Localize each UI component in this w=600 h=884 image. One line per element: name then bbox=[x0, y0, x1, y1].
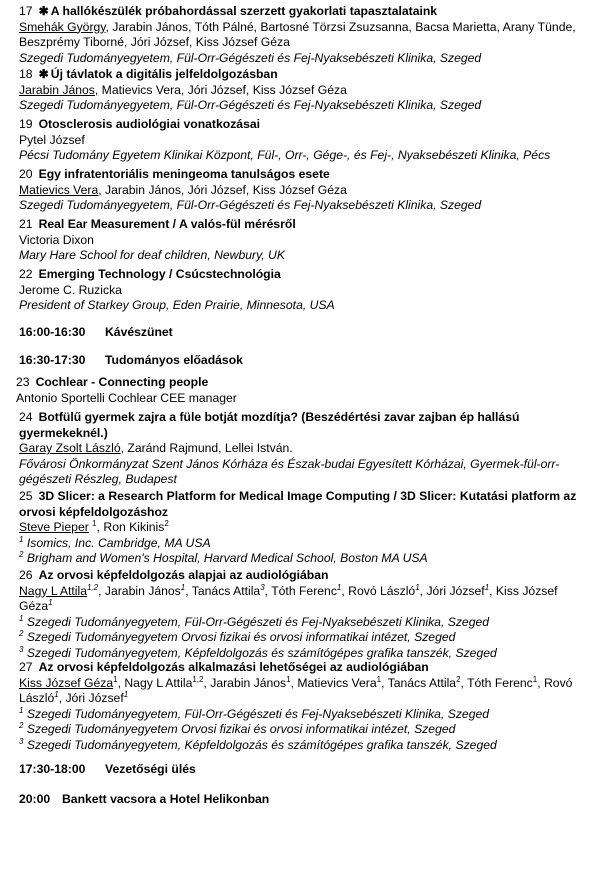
entry-authors bbox=[19, 520, 585, 536]
presenting-author: Steve Pieper bbox=[19, 520, 89, 534]
affiliation-mark: 3 bbox=[19, 644, 24, 654]
entry-title bbox=[19, 217, 585, 233]
presenting-author: Nagy L Attila bbox=[19, 583, 87, 598]
affiliation-line bbox=[19, 722, 585, 738]
entry-title bbox=[19, 167, 585, 183]
entry-number: 20 bbox=[19, 167, 33, 181]
affiliation-mark: 2 bbox=[19, 549, 24, 559]
affiliation-text: Szegedi Tudományegyetem, Fül-Orr-Gégészeti és Fej-Nyaksebészeti Klinika, Szeged bbox=[26, 706, 490, 721]
affiliation-text: Szegedi Tudományegyetem Orvosi fizikai és orvosi informatikai intézet, Szeged bbox=[26, 722, 456, 736]
session-label: Bankett vacsora a Hotel Helikonban bbox=[62, 792, 270, 806]
entry-number: 19 bbox=[19, 117, 33, 131]
affiliation-line bbox=[19, 707, 585, 723]
affiliation-mark: 1 bbox=[376, 674, 382, 684]
program-entry-23 bbox=[16, 375, 582, 406]
session-time: 17:30-18:00 bbox=[19, 762, 86, 776]
affiliation-mark: 1 bbox=[113, 674, 118, 684]
co-author: , Tanács Attila bbox=[185, 583, 261, 598]
entry-authors bbox=[19, 83, 585, 99]
entry-title-text: Az orvosi képfeldolgozás alkalmazási lehetőségei az audiológiában bbox=[38, 660, 429, 674]
entry-title-text: Otosclerosis audiológiai vonatkozásai bbox=[38, 117, 261, 131]
affiliation-line bbox=[19, 615, 585, 631]
entry-title-text: Real Ear Measurement / A valós-fül mérésről bbox=[38, 217, 296, 231]
entry-title-text: Egy infratentoriális meningeoma tanulságos esete bbox=[38, 167, 330, 181]
entry-institution: President of Starkey Group, Eden Prairie, Minnesota, USA bbox=[19, 298, 335, 312]
affiliation-mark: 1 bbox=[92, 518, 97, 528]
star-icon: ✱ bbox=[38, 4, 49, 18]
entry-author: Victoria Dixon bbox=[19, 232, 94, 247]
affiliation-mark: 2 bbox=[19, 720, 24, 730]
co-authors: Jarabin János, Jóri József, Kiss József Géza bbox=[101, 182, 347, 197]
entry-author: Jerome C. Ruzicka bbox=[19, 282, 122, 297]
entry-title-text: Cochlear - Connecting people bbox=[35, 375, 209, 389]
entry-number: 26 bbox=[19, 568, 33, 582]
affiliation-text: Brigham and Women's Hospital, Harvard Medical School, Boston MA USA bbox=[26, 551, 428, 565]
entry-number: 21 bbox=[19, 217, 33, 231]
affiliation-line bbox=[19, 738, 585, 754]
entry-title bbox=[19, 660, 585, 676]
affiliation-mark: 2 bbox=[19, 628, 24, 638]
affiliation-mark: 1 bbox=[484, 582, 490, 592]
entry-number: 25 bbox=[19, 489, 33, 503]
affiliation-mark: 1 bbox=[48, 597, 53, 607]
entry-author: Antonio Sportelli Cochlear CEE manager bbox=[16, 390, 237, 405]
session-label: Tudományos előadások bbox=[105, 353, 243, 367]
affiliation-mark: 3 bbox=[19, 736, 24, 746]
entry-title bbox=[19, 410, 585, 441]
co-author: , Tanács Attila bbox=[381, 675, 457, 690]
entry-title bbox=[19, 568, 585, 584]
session-time: 16:30-17:30 bbox=[19, 353, 86, 367]
affiliation-mark: 1 bbox=[123, 689, 129, 699]
affiliation-text: Szegedi Tudományegyetem Orvosi fizikai és orvosi informatikai intézet, Szeged bbox=[26, 630, 456, 644]
entry-institution: Pécsi Tudomány Egyetem Klinikai Központ, Fül-, Orr-, Gége-, és Fej-, Nyaksebészeti Klinika, Pécs bbox=[19, 148, 551, 162]
co-author: , Jóri József bbox=[419, 583, 485, 598]
affiliation-mark: 2 bbox=[164, 518, 169, 528]
co-authors: Matievics Vera, Jóri József, Kiss József Géza bbox=[98, 82, 347, 97]
entry-title-text: Új távlatok a digitális jelfeldolgozásban bbox=[50, 67, 278, 81]
entry-title bbox=[16, 375, 582, 391]
presenting-author: Smehák György bbox=[19, 19, 106, 34]
affiliation-mark: 1 bbox=[54, 689, 59, 699]
affiliation-text: Isomics, Inc. Cambridge, MA USA bbox=[26, 535, 211, 550]
presenting-author: Jarabin János, bbox=[19, 82, 99, 97]
entry-title bbox=[19, 267, 585, 283]
session-time: 20:00 bbox=[19, 792, 51, 806]
affiliation-mark: 2 bbox=[456, 674, 461, 684]
co-author: , Tóth Ferenc bbox=[264, 583, 337, 598]
entry-number: 27 bbox=[19, 660, 33, 674]
entry-institution: Szegedi Tudományegyetem, Fül-Orr-Gégészeti és Fej-Nyaksebészeti Klinika, Szeged bbox=[19, 98, 482, 112]
entry-authors bbox=[19, 441, 585, 457]
affiliation-mark: 1 bbox=[336, 582, 342, 592]
affiliation-line bbox=[19, 551, 585, 567]
affiliation-mark: 1,2 bbox=[192, 674, 204, 684]
affiliation-line bbox=[19, 536, 585, 552]
entry-title bbox=[19, 67, 585, 83]
session-board-meeting bbox=[19, 762, 196, 777]
program-entry-26 bbox=[19, 568, 585, 661]
affiliation-mark: 1 bbox=[286, 674, 291, 684]
entry-title bbox=[19, 117, 585, 133]
program-entry-22 bbox=[19, 267, 585, 314]
affiliation-mark: 1,2 bbox=[86, 582, 99, 592]
entry-number: 23 bbox=[16, 375, 30, 389]
star-icon: ✱ bbox=[38, 67, 49, 81]
session-scientific-talks bbox=[19, 353, 243, 368]
session-time: 16:00-16:30 bbox=[19, 325, 86, 339]
entry-authors bbox=[19, 584, 585, 615]
entry-number: 22 bbox=[19, 267, 33, 281]
program-entry-19 bbox=[19, 117, 585, 164]
program-entry-27 bbox=[19, 660, 585, 753]
co-author: , Rovó László bbox=[341, 583, 416, 598]
entry-number: 24 bbox=[19, 410, 33, 424]
co-author: , Matievics Vera bbox=[290, 675, 377, 690]
affiliation-mark: 1 bbox=[19, 705, 24, 715]
entry-authors bbox=[19, 676, 585, 707]
entry-institution: Szegedi Tudományegyetem, Fül-Orr-Gégészeti és Fej-Nyaksebészeti Klinika, Szeged bbox=[19, 50, 482, 65]
affiliation-text: Szegedi Tudományegyetem, Képfeldolgozás és számítógépes grafika tanszék, Szeged bbox=[26, 737, 497, 752]
entry-institution: Mary Hare School for deaf children, Newbury, UK bbox=[19, 248, 285, 262]
entry-title bbox=[19, 489, 585, 520]
program-entry-17 bbox=[19, 4, 585, 66]
entry-title bbox=[19, 4, 585, 20]
entry-institution: Szegedi Tudományegyetem, Fül-Orr-Gégészeti és Fej-Nyaksebészeti Klinika, Szeged bbox=[19, 198, 482, 212]
co-author: , Kiss József Géza bbox=[19, 583, 558, 613]
co-authors: , Zaránd Rajmund, Lellei István. bbox=[120, 441, 293, 455]
presenting-author: Matievics Vera, bbox=[19, 182, 102, 197]
entry-title-text: Emerging Technology / Csúcstechnológia bbox=[38, 267, 281, 281]
session-banquet bbox=[19, 792, 269, 807]
affiliation-line bbox=[19, 630, 585, 646]
program-entry-20 bbox=[19, 167, 585, 214]
co-author: , Ron Kikinis bbox=[96, 520, 165, 534]
presenting-author: Garay Zsolt László bbox=[19, 441, 121, 455]
co-author: , Jarabin János bbox=[203, 675, 287, 690]
session-coffee-break bbox=[19, 325, 173, 340]
affiliation-text: Szegedi Tudományegyetem, Képfeldolgozás és számítógépes grafika tanszék, Szeged bbox=[26, 645, 497, 660]
entry-title-text: Az orvosi képfeldolgozás alapjai az audiológiában bbox=[38, 568, 329, 582]
co-author: , Tóth Ferenc bbox=[460, 675, 533, 690]
affiliation-line bbox=[19, 646, 585, 662]
affiliation-text: Szegedi Tudományegyetem, Fül-Orr-Gégészeti és Fej-Nyaksebészeti Klinika, Szeged bbox=[26, 614, 490, 629]
affiliation-mark: 1 bbox=[532, 674, 538, 684]
session-label: Kávészünet bbox=[105, 325, 173, 339]
affiliation-mark: 1 bbox=[415, 582, 420, 592]
entry-author: Pytel József bbox=[19, 132, 85, 147]
entry-title-text: A hallókészülék próbahordással szerzett gyakorlati tapasztalataink bbox=[50, 4, 438, 18]
co-authors: , Jarabin János, Tóth Pálné, Bartosné Törzsi Zsuzsanna, Bacsa Marietta, Arany Tünde, Beszprémy Tiborné, Jóri József, Kiss József Géza bbox=[19, 19, 576, 49]
co-author: , Jarabin János bbox=[98, 583, 181, 598]
affiliation-mark: 3 bbox=[260, 582, 265, 592]
affiliation-mark: 1 bbox=[19, 613, 24, 623]
co-author: , Jóri József bbox=[58, 691, 124, 705]
entry-title-text: 3D Slicer: a Research Platform for Medical Image Computing / 3D Slicer: Kutatási platform az orvosi képfeldolgozáshoz bbox=[19, 489, 577, 519]
entry-authors bbox=[19, 183, 585, 199]
entry-number: 17 bbox=[19, 4, 33, 18]
affiliation-mark: 1 bbox=[180, 582, 186, 592]
program-entry-21 bbox=[19, 217, 585, 264]
program-entry-18 bbox=[19, 67, 585, 114]
co-author: , Rovó László bbox=[19, 675, 573, 705]
entry-institution: Fővárosi Önkormányzat Szent János Kórháza és Észak-budai Egyesített Kórházai, Gyermek-fül-orr-gégészeti Részleg, Budapest bbox=[19, 456, 560, 486]
presenting-author: Kiss József Géza bbox=[19, 675, 114, 690]
affiliation-mark: 1 bbox=[19, 534, 24, 544]
session-label: Vezetőségi ülés bbox=[105, 762, 196, 776]
entry-number: 18 bbox=[19, 67, 33, 81]
co-author: , Nagy L Attila bbox=[117, 675, 193, 690]
entry-title-text: Botfülű gyermek zajra a füle botját mozdítja? (Beszédértési zavar zajban ép hallású gyermekeknél.) bbox=[19, 410, 520, 440]
entry-authors bbox=[19, 20, 585, 51]
program-entry-24 bbox=[19, 410, 585, 488]
program-entry-25 bbox=[19, 489, 585, 567]
